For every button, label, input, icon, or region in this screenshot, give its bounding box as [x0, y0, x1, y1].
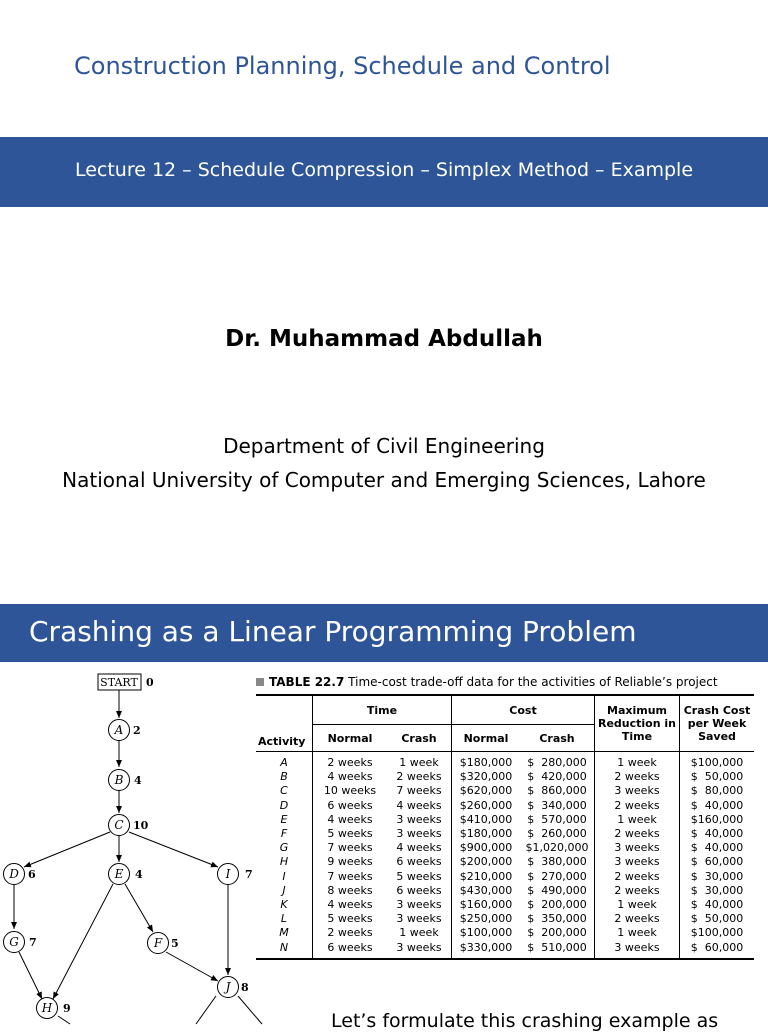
- cell-time-crash: 2 weeks: [396, 770, 442, 784]
- cell-cost-crash: $ 490,000: [527, 883, 587, 897]
- cell-time-normal: 9 weeks: [313, 855, 388, 869]
- cell-time-crash: 1 week: [399, 756, 439, 769]
- cell-max-reduction: 1 week: [595, 898, 680, 912]
- cell-cost-crash: $ 570,000: [527, 812, 587, 826]
- cell-cost-crash: $1,020,000: [525, 841, 589, 855]
- cell-cost-crash: $ 420,000: [527, 770, 587, 784]
- cell-activity: G: [279, 841, 289, 855]
- node-label: G: [9, 935, 19, 949]
- node-d: [4, 864, 37, 885]
- cell-activity: I: [282, 869, 286, 883]
- cell-time-normal: 5 weeks: [313, 827, 388, 841]
- cell-cost-normal: $180,000: [452, 827, 521, 841]
- header-cost-normal: Normal: [452, 725, 521, 752]
- cell-max-reduction: 2 weeks: [595, 770, 680, 784]
- lecture-banner: [0, 137, 768, 207]
- author-name: Dr. Muhammad Abdullah: [225, 326, 543, 352]
- cell-cost-crash: $ 380,000: [527, 855, 587, 869]
- cell-crash-cost-per-week: $100,000: [680, 752, 755, 771]
- slide-heading: Crashing as a Linear Programming Problem: [29, 615, 637, 648]
- node-duration: 9: [63, 1002, 71, 1015]
- node-duration: 7: [29, 936, 37, 949]
- cell-crash-cost-per-week: $ 30,000: [680, 884, 755, 898]
- node-e: [109, 864, 144, 885]
- cell-crash-cost-per-week: $ 30,000: [680, 870, 755, 884]
- cell-activity: A: [280, 756, 288, 769]
- node-duration: 5: [171, 937, 179, 950]
- cell-cost-normal: $100,000: [452, 926, 521, 940]
- body-text: Let’s formulate this crashing example as: [331, 1010, 719, 1032]
- cell-max-reduction: 2 weeks: [595, 884, 680, 898]
- node-label: A: [114, 723, 124, 737]
- cell-activity: M: [279, 926, 289, 940]
- cell-crash-cost-per-week: $100,000: [680, 926, 755, 940]
- edge-e-f: [125, 884, 153, 932]
- cell-time-normal: 7 weeks: [313, 870, 388, 884]
- node-start-time: 0: [146, 676, 154, 689]
- cell-time-normal: 2 weeks: [313, 752, 388, 771]
- table-row: [256, 841, 754, 855]
- cell-max-reduction: 1 week: [595, 813, 680, 827]
- node-label: H: [41, 1001, 53, 1015]
- cell-max-reduction: 2 weeks: [595, 827, 680, 841]
- course-title: Construction Planning, Schedule and Control: [74, 52, 611, 80]
- node-duration: 4: [134, 774, 142, 787]
- table-row: [256, 827, 754, 841]
- edge-g-h: [19, 952, 42, 999]
- table-row: [256, 912, 754, 926]
- cell-crash-cost-per-week: $ 60,000: [680, 855, 755, 869]
- edge-c-d: [24, 832, 110, 867]
- header-time-normal: Normal: [313, 725, 388, 752]
- cell-activity: E: [280, 812, 288, 826]
- cell-crash-cost-per-week: $ 50,000: [680, 770, 755, 784]
- cell-cost-normal: $200,000: [452, 855, 521, 869]
- node-duration: 8: [241, 981, 249, 994]
- time-cost-table: [256, 694, 754, 960]
- cell-crash-cost-per-week: $ 50,000: [680, 912, 755, 926]
- cell-max-reduction: 3 weeks: [595, 855, 680, 869]
- header-crash-cost: Crash Cost per Week Saved: [680, 695, 755, 752]
- node-duration: 7: [245, 868, 253, 881]
- cell-cost-normal: $160,000: [452, 898, 521, 912]
- cell-activity: C: [280, 784, 288, 798]
- cell-cost-crash: $ 510,000: [520, 941, 595, 959]
- cell-time-normal: 4 weeks: [313, 898, 388, 912]
- header-cost: Cost: [452, 695, 595, 725]
- node-label: B: [114, 773, 124, 787]
- node-b: [109, 770, 143, 791]
- cell-time-crash: 7 weeks: [396, 784, 442, 798]
- table-row: [256, 898, 754, 912]
- table-caption-text: Time-cost trade-off data for the activities of Reliable’s project: [348, 675, 718, 689]
- cell-cost-crash: $ 200,000: [527, 898, 587, 912]
- edge-e-h: [53, 884, 113, 999]
- cell-activity: F: [280, 827, 288, 841]
- university: National University of Computer and Emerging Sciences, Lahore: [62, 468, 706, 492]
- cell-cost-normal: $260,000: [452, 799, 521, 813]
- edge-c-i: [129, 832, 218, 867]
- cell-max-reduction: 2 weeks: [595, 799, 680, 813]
- cell-time-crash: 3 weeks: [396, 812, 442, 826]
- project-network-diagram: [0, 662, 253, 1024]
- cell-time-crash: 3 weeks: [396, 898, 442, 912]
- lecture-title: Lecture 12 – Schedule Compression – Simplex Method – Example: [74, 159, 694, 181]
- cell-cost-normal: $430,000: [452, 884, 521, 898]
- node-duration: 6: [28, 868, 36, 881]
- cell-time-normal: 10 weeks: [313, 784, 388, 798]
- node-duration: 10: [133, 819, 149, 832]
- cell-time-crash: 4 weeks: [396, 841, 442, 855]
- cell-cost-crash: $ 860,000: [527, 784, 587, 798]
- cell-time-crash: 5 weeks: [396, 869, 442, 883]
- cell-activity: L: [280, 912, 288, 926]
- table-row: [256, 770, 754, 784]
- table-row: [256, 884, 754, 898]
- cell-crash-cost-per-week: $ 40,000: [680, 898, 755, 912]
- table-row: [256, 941, 754, 959]
- node-start: [98, 674, 154, 690]
- slide-heading-banner: [0, 604, 768, 662]
- cell-cost-crash: $ 200,000: [527, 926, 587, 940]
- cell-activity: H: [279, 855, 289, 869]
- table-row: [256, 784, 754, 798]
- node-label: F: [153, 936, 163, 950]
- node-f: [148, 933, 179, 954]
- node-g: [4, 932, 37, 953]
- cell-cost-crash: $ 340,000: [527, 798, 587, 812]
- node-start-label: START: [100, 676, 138, 689]
- cell-time-normal: 7 weeks: [313, 841, 388, 855]
- cell-time-normal: 2 weeks: [313, 926, 388, 940]
- table-row: [256, 799, 754, 813]
- table-caption: [256, 675, 718, 689]
- cell-max-reduction: 2 weeks: [595, 912, 680, 926]
- department: Department of Civil Engineering: [223, 434, 545, 458]
- cell-time-crash: 3 weeks: [387, 941, 452, 959]
- cell-crash-cost-per-week: $ 40,000: [680, 799, 755, 813]
- node-i: [218, 864, 253, 885]
- edge-f-j: [166, 952, 218, 981]
- cell-activity: J: [282, 883, 286, 897]
- table-row: [256, 813, 754, 827]
- cell-cost-normal: $250,000: [452, 912, 521, 926]
- node-j: [218, 977, 250, 998]
- cell-time-crash: 3 weeks: [396, 912, 442, 926]
- cell-time-crash: 6 weeks: [396, 883, 442, 897]
- cell-time-normal: 6 weeks: [313, 799, 388, 813]
- caption-marker: [256, 678, 264, 686]
- cell-activity: B: [280, 770, 288, 784]
- node-c: [109, 815, 149, 836]
- header-max-reduction: Maximum Reduction in Time: [595, 695, 680, 752]
- header-time: Time: [313, 695, 452, 725]
- node-duration: 2: [133, 724, 141, 737]
- cell-crash-cost-per-week: $ 60,000: [680, 941, 755, 959]
- cell-crash-cost-per-week: $ 40,000: [680, 827, 755, 841]
- node-label: D: [9, 867, 19, 881]
- cell-cost-crash: $ 260,000: [527, 827, 587, 841]
- cell-time-normal: 5 weeks: [313, 912, 388, 926]
- header-activity: Activity: [256, 695, 313, 752]
- table-row: [256, 855, 754, 869]
- cell-time-normal: 4 weeks: [313, 770, 388, 784]
- node-duration: 4: [135, 868, 143, 881]
- cell-activity: K: [280, 898, 288, 912]
- node-label: E: [114, 867, 124, 881]
- node-label: C: [114, 818, 124, 832]
- cell-time-normal: 4 weeks: [313, 813, 388, 827]
- table-row: [256, 926, 754, 940]
- cell-max-reduction: 3 weeks: [595, 941, 680, 959]
- cell-crash-cost-per-week: $ 80,000: [680, 784, 755, 798]
- cell-cost-normal: $410,000: [452, 813, 521, 827]
- node-a: [109, 720, 141, 741]
- cell-cost-normal: $180,000: [452, 752, 521, 771]
- cell-time-crash: 3 weeks: [396, 827, 442, 841]
- cell-cost-normal: $900,000: [452, 841, 521, 855]
- cell-activity: D: [279, 798, 289, 812]
- cell-cost-normal: $320,000: [452, 770, 521, 784]
- table-label: TABLE 22.7: [269, 675, 345, 689]
- cell-cost-crash: $ 350,000: [527, 912, 587, 926]
- cell-cost-normal: $210,000: [452, 870, 521, 884]
- cell-max-reduction: 3 weeks: [595, 784, 680, 798]
- header-cost-crash: Crash: [520, 725, 595, 752]
- table-row: [256, 752, 754, 771]
- node-label: J: [225, 980, 231, 994]
- cell-crash-cost-per-week: $ 40,000: [680, 841, 755, 855]
- cell-max-reduction: 3 weeks: [595, 841, 680, 855]
- table-row: [256, 870, 754, 884]
- table-body: [256, 752, 754, 959]
- cell-cost-normal: $330,000: [452, 941, 521, 959]
- node-h: [37, 998, 71, 1019]
- cell-activity: N: [256, 941, 313, 959]
- cell-time-crash: 6 weeks: [396, 855, 442, 869]
- header-time-crash: Crash: [387, 725, 452, 752]
- cell-cost-normal: $620,000: [452, 784, 521, 798]
- cell-cost-crash: $ 270,000: [527, 869, 587, 883]
- cell-max-reduction: 1 week: [595, 926, 680, 940]
- cell-time-crash: 1 week: [399, 926, 439, 940]
- cell-time-crash: 4 weeks: [396, 798, 442, 812]
- node-label: I: [225, 867, 231, 881]
- cell-crash-cost-per-week: $160,000: [680, 813, 755, 827]
- cell-max-reduction: 1 week: [595, 752, 680, 771]
- cell-time-normal: 6 weeks: [313, 941, 388, 959]
- cell-cost-crash: $ 280,000: [527, 756, 587, 769]
- cell-max-reduction: 2 weeks: [595, 870, 680, 884]
- cell-time-normal: 8 weeks: [313, 884, 388, 898]
